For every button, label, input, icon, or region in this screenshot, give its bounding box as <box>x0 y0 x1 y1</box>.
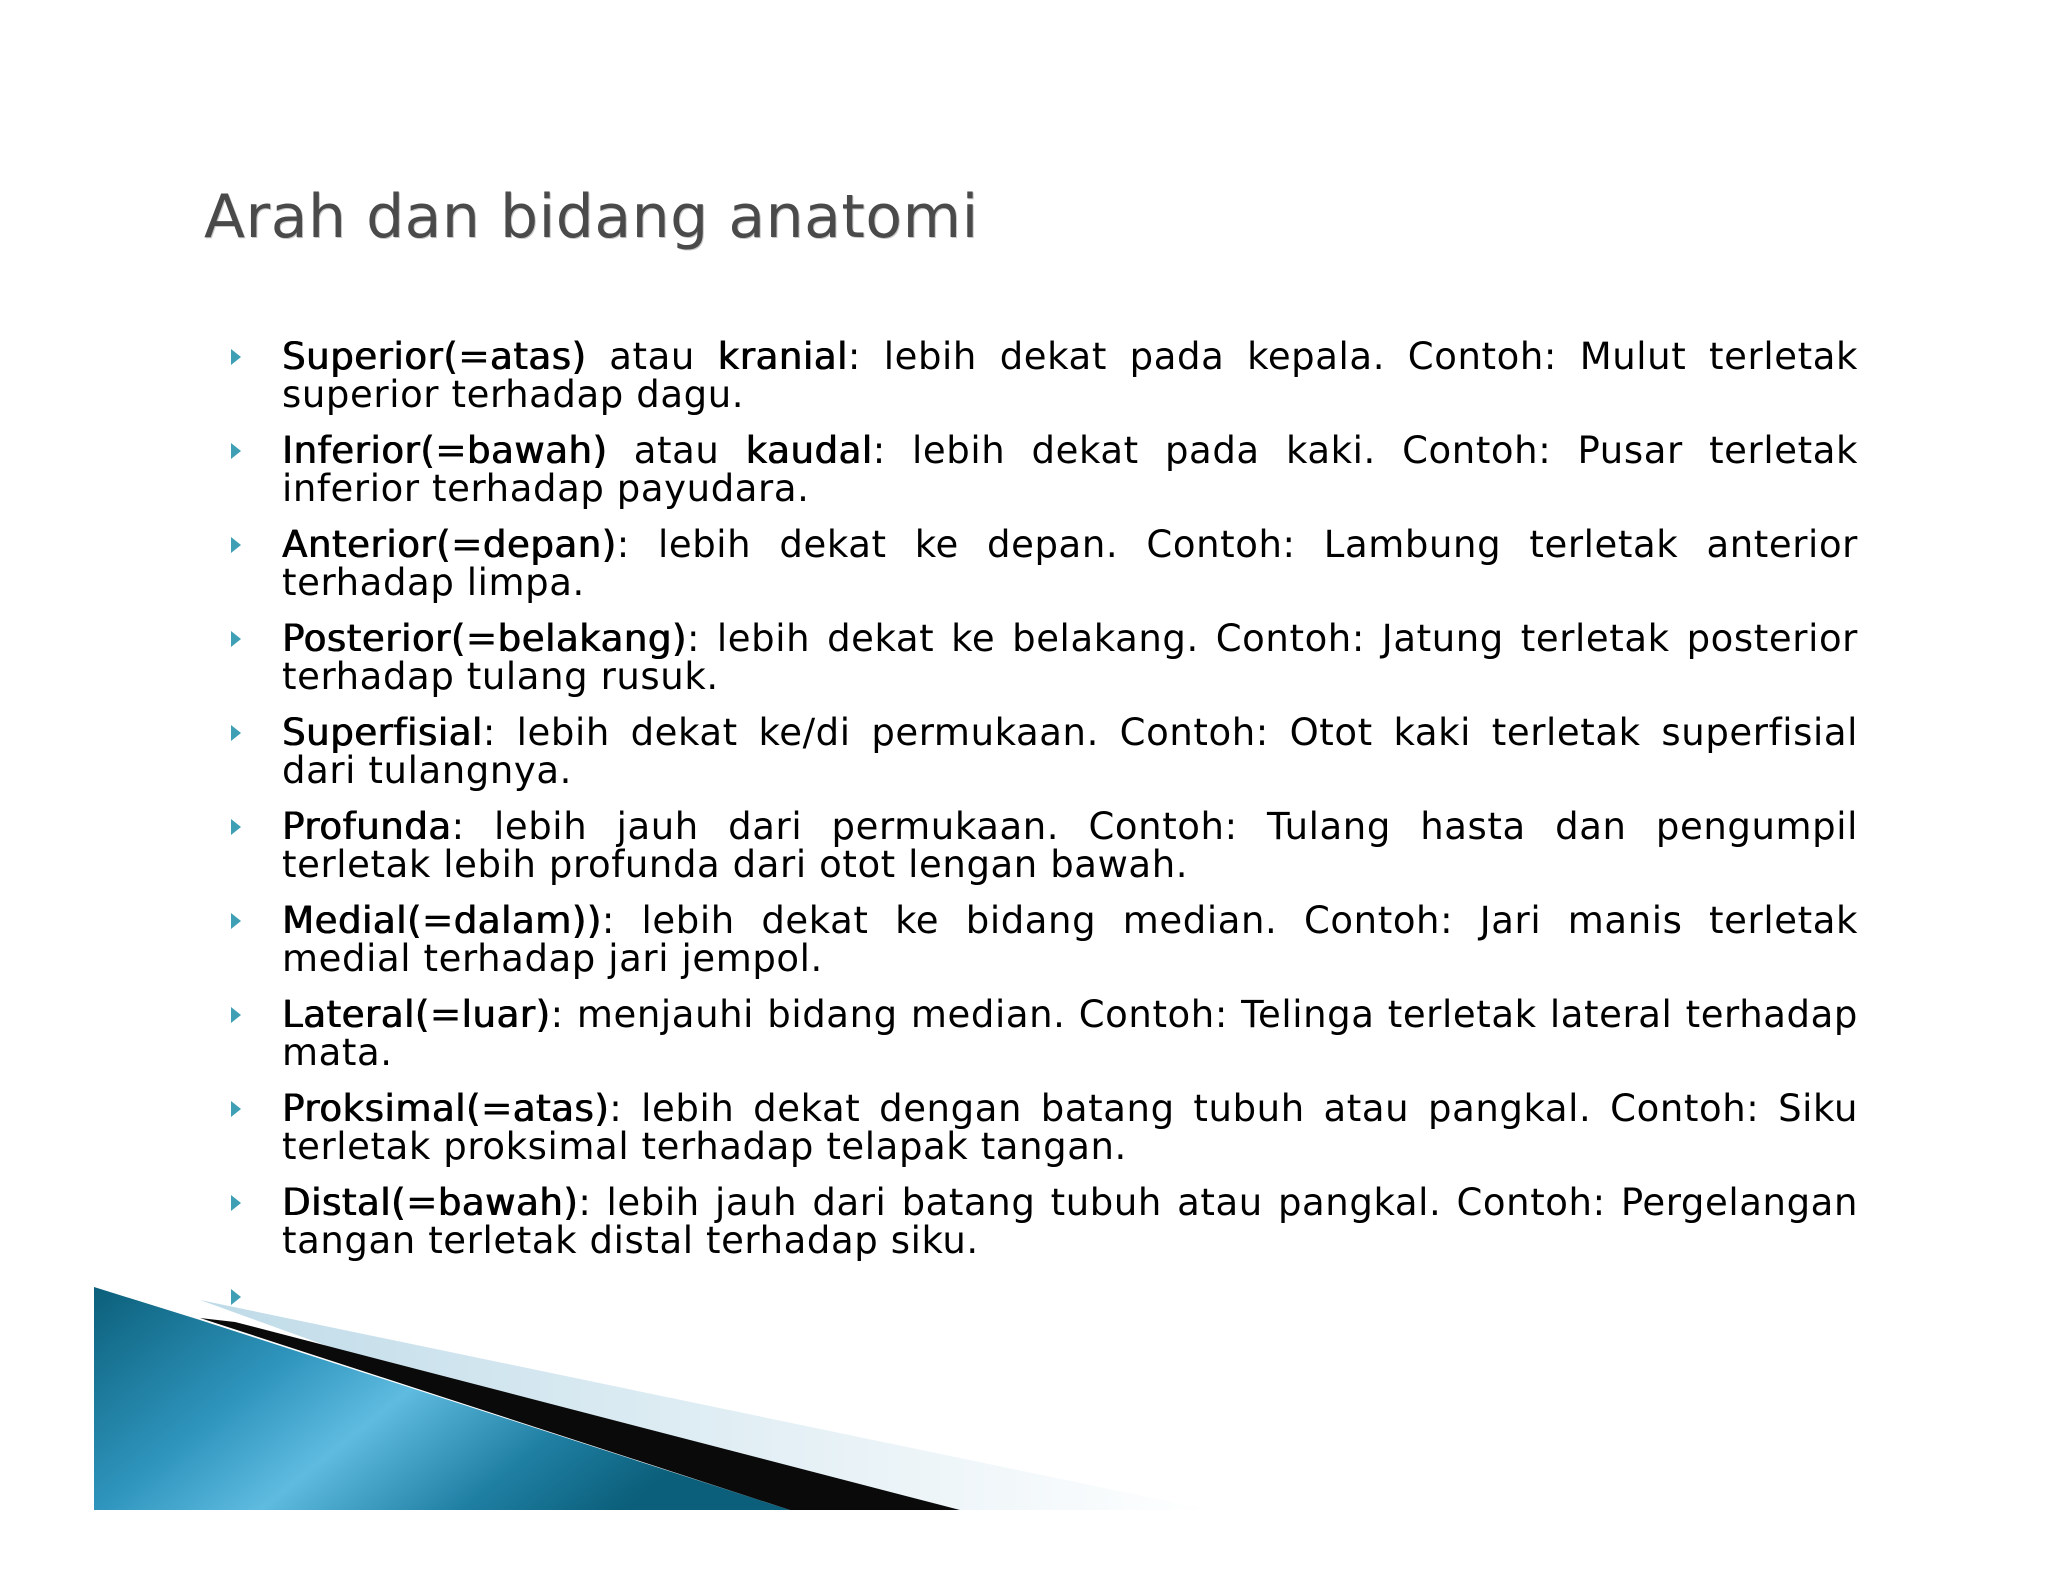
term: Inferior(=bawah) <box>282 429 608 472</box>
definition: : lebih dekat ke bidang median. Contoh: Jari manis terletak medial terhadap jari jempol. <box>282 899 1858 980</box>
definition: : menjauhi bidang median. Contoh: Telinga terletak lateral terhadap mata. <box>282 993 1858 1074</box>
term-secondary: kranial <box>717 335 848 378</box>
definition: : lebih dekat ke depan. Contoh: Lambung terletak anterior terhadap limpa. <box>282 523 1858 604</box>
term-secondary: kaudal <box>745 429 873 472</box>
definition: : lebih dekat ke belakang. Contoh: Jatung terletak posterior terhadap tulang rusuk. <box>282 617 1858 698</box>
term: Superfisial <box>282 711 483 754</box>
definition: : lebih dekat dengan batang tubuh atau pangkal. Contoh: Siku terletak proksimal terhadap telapak tangan. <box>282 1087 1858 1168</box>
definition: : lebih jauh dari permukaan. Contoh: Tulang hasta dan pengumpil terletak lebih profunda dari otot lengan bawah. <box>282 805 1858 886</box>
term: Posterior(=belakang) <box>282 617 687 660</box>
connector: atau <box>586 335 718 378</box>
term: Distal(=bawah) <box>282 1181 579 1224</box>
term: Superior(=atas) <box>282 335 587 378</box>
connector: atau <box>607 429 746 472</box>
definition: : lebih dekat pada kepala. Contoh: Mulut terletak superior terhadap dagu. <box>282 335 1858 416</box>
swoosh-blue-wedge <box>94 1287 790 1510</box>
term: Lateral(=luar) <box>282 993 551 1036</box>
definition: : lebih dekat ke/di permukaan. Contoh: Otot kaki terletak superfisial dari tulangnya. <box>282 711 1858 792</box>
definition: : lebih jauh dari batang tubuh atau pangkal. Contoh: Pergelangan tangan terletak distal terhadap siku. <box>282 1181 1858 1262</box>
term: Proksimal(=atas) <box>282 1087 610 1130</box>
slide-title: Arah dan bidang anatomi <box>204 182 979 252</box>
term: Medial(=dalam)) <box>282 899 602 942</box>
term: Profunda <box>282 805 452 848</box>
term: Anterior(=depan) <box>282 523 617 566</box>
definition: : lebih dekat pada kaki. Contoh: Pusar terletak inferior terhadap payudara. <box>282 429 1858 510</box>
